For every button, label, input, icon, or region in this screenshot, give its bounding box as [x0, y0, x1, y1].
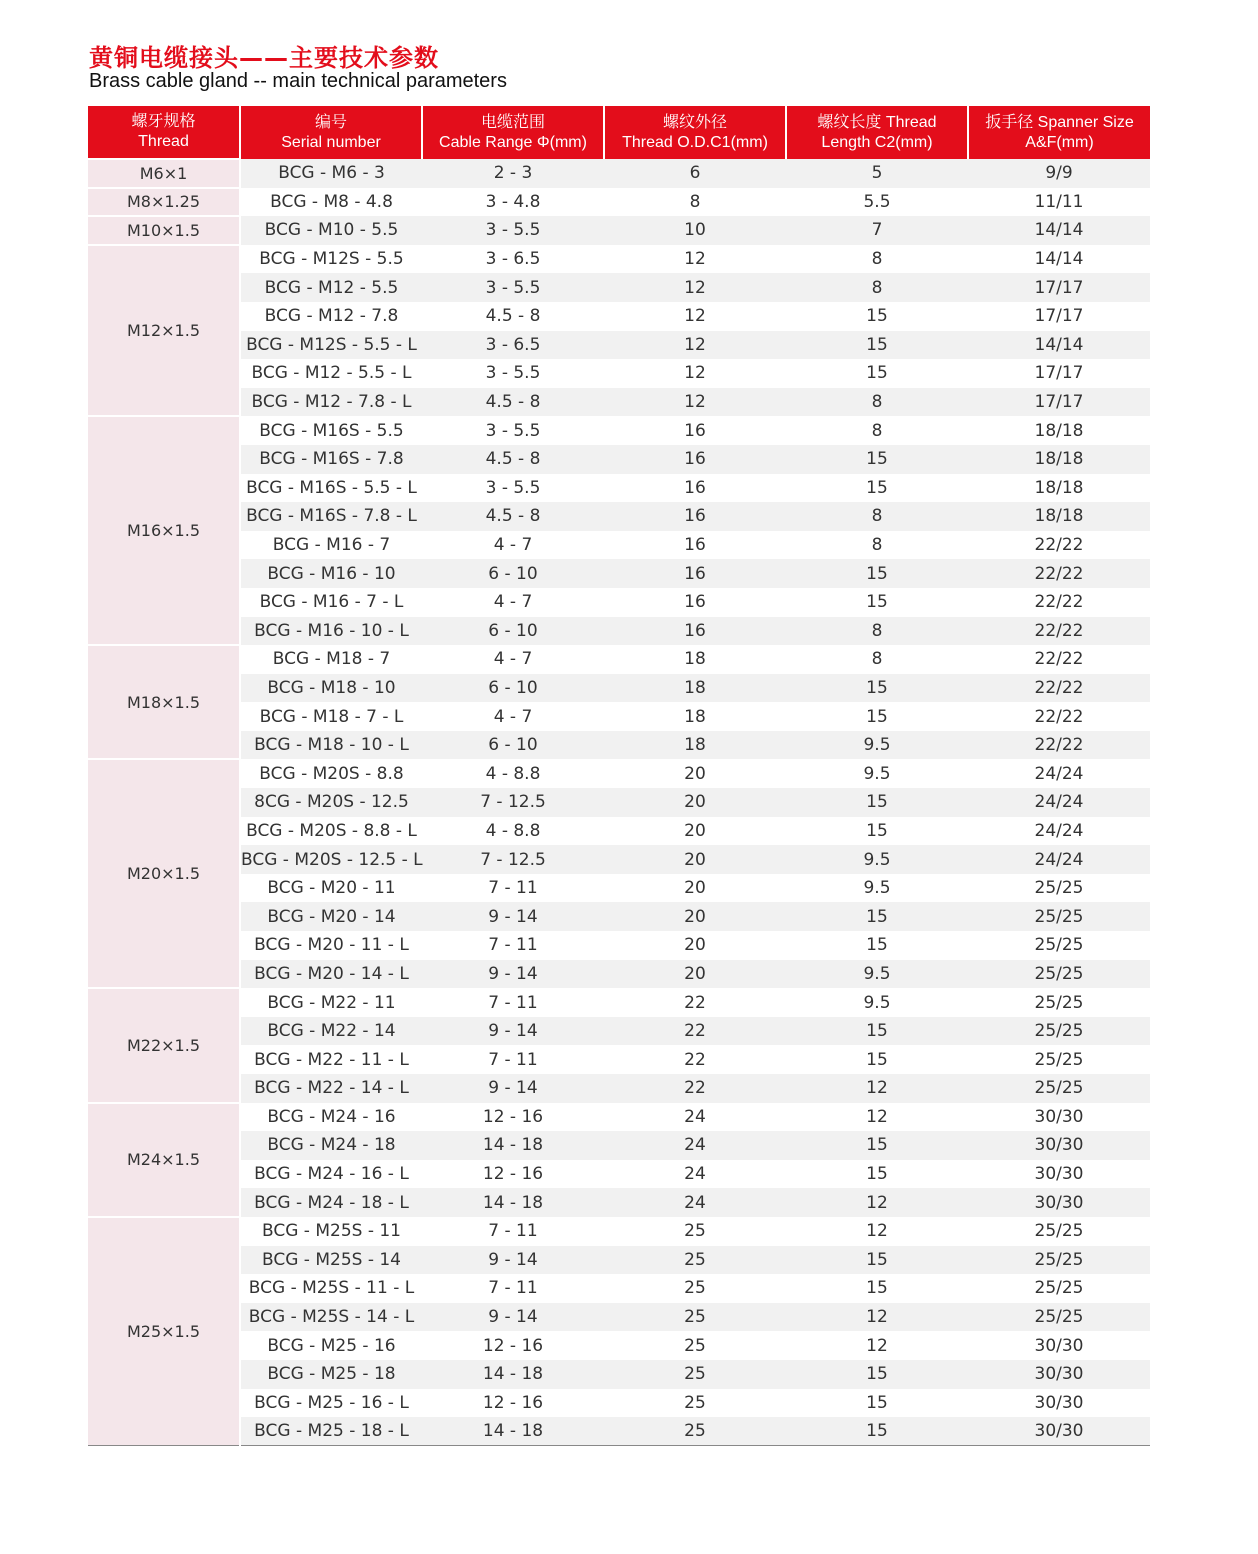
thread-od-cell: 18 [604, 674, 786, 703]
thread-length-cell: 15 [786, 1417, 968, 1446]
thread-od-cell: 6 [604, 159, 786, 188]
cable-range-cell: 4 - 8.8 [485, 763, 541, 784]
cable-range-cell: 4 - 8.8 [485, 820, 541, 841]
spanner-size-cell: 17/17 [1034, 363, 1084, 384]
header-serial-number: 编号 Serial number [240, 106, 422, 159]
table-row [88, 874, 1150, 903]
cable-range-cell: 3 - 5.5 [485, 477, 541, 498]
thread-od-cell: 12 [684, 249, 706, 270]
thread-od-cell: 24 [604, 1188, 786, 1217]
thread-length-cell: 15 [786, 788, 968, 817]
table-row [88, 273, 1150, 302]
cable-range-cell: 7 - 11 [488, 1221, 538, 1242]
header-thread-length: 螺纹长度 Thread Length C2(mm) [786, 106, 968, 159]
cable-range-cell: 3 - 6.5 [485, 249, 541, 270]
thread-od-cell: 20 [604, 902, 786, 931]
table-row [88, 702, 1150, 731]
thread-od-cell: 25 [604, 1303, 786, 1332]
table-row [88, 1160, 1150, 1189]
thread-od-cell: 22 [684, 992, 706, 1013]
table-row [88, 1074, 1150, 1103]
serial-number-cell: BCG - M16 - 7 [272, 535, 391, 556]
serial-number-cell: BCG - M16 - 7 - L [259, 592, 404, 613]
thread-length-cell: 12 [786, 1188, 968, 1217]
thread-cell: M20×1.5 [88, 759, 240, 988]
thread-od-cell: 16 [684, 535, 706, 556]
thread-length-cell: 15 [786, 902, 968, 931]
spanner-size-cell: 25/25 [968, 1303, 1150, 1332]
header-spanner-size: 扳手径 Spanner Size A&F(mm) [968, 106, 1150, 159]
cable-range-cell: 4 - 7 [493, 649, 533, 670]
table-row [88, 931, 1150, 960]
spanner-size-cell: 22/22 [1034, 535, 1084, 556]
cable-range-cell: 7 - 11 [488, 1049, 538, 1070]
spanner-size-cell: 14/14 [1034, 249, 1084, 270]
thread-length-cell: 8 [871, 249, 883, 270]
table-row [88, 531, 1150, 560]
thread-cell: M6×1 [88, 159, 240, 188]
spanner-size-cell: 25/25 [968, 1074, 1150, 1103]
thread-cell: M8×1.25 [88, 188, 240, 217]
spanner-size-cell: 18/18 [968, 502, 1150, 531]
thread-od-cell: 25 [684, 1221, 706, 1242]
thread-length-cell: 15 [866, 1049, 888, 1070]
serial-number-cell: BCG - M25 - 16 - L [254, 1392, 409, 1413]
thread-length-cell: 12 [866, 1106, 888, 1127]
thread-length-cell: 9.5 [786, 845, 968, 874]
table-row [88, 1017, 1150, 1046]
thread-length-cell: 12 [786, 1303, 968, 1332]
table-row [88, 1274, 1150, 1303]
spanner-size-cell: 22/22 [968, 617, 1150, 646]
thread-od-cell: 20 [684, 935, 706, 956]
table-row [88, 1045, 1150, 1074]
serial-number-cell: BCG - M25S - 11 - L [248, 1278, 415, 1299]
serial-number-cell: BCG - M16 - 10 [240, 559, 422, 588]
cable-range-cell: 3 - 5.5 [422, 216, 604, 245]
serial-number-cell: BCG - M16S - 7.8 [240, 445, 422, 474]
thread-length-cell: 5 [786, 159, 968, 188]
thread-length-cell: 15 [866, 306, 888, 327]
table-row [88, 245, 1150, 274]
thread-od-cell: 25 [684, 1335, 706, 1356]
thread-od-cell: 22 [684, 1049, 706, 1070]
serial-number-cell: BCG - M16S - 5.5 [259, 420, 404, 441]
table-row [88, 674, 1150, 703]
thread-length-cell: 12 [866, 1221, 888, 1242]
cable-range-cell: 3 - 4.8 [485, 191, 541, 212]
table-row [88, 388, 1150, 417]
thread-od-cell: 25 [604, 1417, 786, 1446]
technical-parameters-table [88, 106, 1150, 1446]
serial-number-cell: BCG - M12 - 7.8 - L [240, 388, 422, 417]
thread-length-cell: 15 [786, 331, 968, 360]
thread-length-cell: 8 [786, 273, 968, 302]
thread-od-cell: 16 [604, 559, 786, 588]
serial-number-cell: BCG - M22 - 11 [267, 992, 396, 1013]
table-row [88, 359, 1150, 388]
thread-od-cell: 8 [689, 191, 701, 212]
table-row [88, 1217, 1150, 1246]
serial-number-cell: BCG - M10 - 5.5 [240, 216, 422, 245]
thread-length-cell: 15 [866, 935, 888, 956]
table-row [88, 845, 1150, 874]
thread-length-cell: 15 [786, 1131, 968, 1160]
cable-range-cell: 3 - 6.5 [422, 331, 604, 360]
spanner-size-cell: 25/25 [968, 1246, 1150, 1275]
thread-od-cell: 24 [604, 1131, 786, 1160]
thread-length-cell: 9.5 [863, 992, 891, 1013]
cable-range-cell: 3 - 5.5 [485, 420, 541, 441]
cable-range-cell: 4.5 - 8 [485, 306, 541, 327]
thread-length-cell: 15 [866, 820, 888, 841]
spanner-size-cell: 24/24 [968, 788, 1150, 817]
serial-number-cell: BCG - M12 - 5.5 - L [251, 363, 412, 384]
table-row [88, 1360, 1150, 1389]
spanner-size-cell: 25/25 [1034, 878, 1084, 899]
thread-od-cell: 12 [684, 306, 706, 327]
cable-range-cell: 7 - 11 [488, 935, 538, 956]
thread-length-cell: 15 [786, 674, 968, 703]
serial-number-cell: BCG - M25S - 14 - L [240, 1303, 422, 1332]
serial-number-cell: BCG - M12 - 5.5 [240, 273, 422, 302]
spanner-size-cell: 22/22 [968, 674, 1150, 703]
cable-range-cell: 4 - 7 [493, 535, 533, 556]
thread-od-cell: 16 [604, 617, 786, 646]
thread-od-cell: 12 [604, 273, 786, 302]
thread-length-cell: 15 [866, 1392, 888, 1413]
spanner-size-cell: 24/24 [968, 845, 1150, 874]
thread-od-cell: 25 [604, 1246, 786, 1275]
serial-number-cell: BCG - M25 - 18 - L [240, 1417, 422, 1446]
thread-length-cell: 12 [866, 1335, 888, 1356]
serial-number-cell: BCG - M18 - 10 [240, 674, 422, 703]
cable-range-cell: 12 - 16 [482, 1335, 544, 1356]
cable-range-cell: 6 - 10 [422, 674, 604, 703]
serial-number-cell: BCG - M12S - 5.5 [259, 249, 404, 270]
spanner-size-cell: 11/11 [1034, 191, 1084, 212]
thread-length-cell: 8 [786, 502, 968, 531]
thread-length-cell: 15 [786, 559, 968, 588]
table-row [88, 588, 1150, 617]
serial-number-cell: BCG - M20 - 11 [267, 878, 396, 899]
table-row [88, 1303, 1150, 1332]
spanner-size-cell: 30/30 [1034, 1335, 1084, 1356]
table-row [88, 731, 1150, 760]
thread-cell: M10×1.5 [88, 216, 240, 245]
thread-od-cell: 16 [684, 592, 706, 613]
spanner-size-cell: 9/9 [968, 159, 1150, 188]
table-row [88, 416, 1150, 445]
thread-length-cell: 8 [786, 617, 968, 646]
serial-number-cell: BCG - M24 - 16 - L [254, 1164, 409, 1185]
cable-range-cell: 4 - 7 [493, 592, 533, 613]
spanner-size-cell: 25/25 [1034, 1049, 1084, 1070]
cable-range-cell: 4.5 - 8 [422, 445, 604, 474]
thread-od-cell: 10 [604, 216, 786, 245]
serial-number-cell: BCG - M12 - 7.8 [264, 306, 399, 327]
cable-range-cell: 9 - 14 [422, 1303, 604, 1332]
thread-length-cell: 12 [786, 1074, 968, 1103]
thread-length-cell: 15 [866, 592, 888, 613]
cable-range-cell: 7 - 12.5 [422, 788, 604, 817]
cable-range-cell: 9 - 14 [422, 1074, 604, 1103]
spanner-size-cell: 30/30 [968, 1131, 1150, 1160]
thread-length-cell: 9.5 [863, 878, 891, 899]
cable-range-cell: 3 - 5.5 [422, 273, 604, 302]
page-title-english: Brass cable gland -- main technical parameters [89, 70, 507, 92]
header-thread: 螺牙规格 Thread [88, 106, 240, 159]
header-cable-range: 电缆范围 Cable Range Φ(mm) [422, 106, 604, 159]
serial-number-cell: BCG - M6 - 3 [240, 159, 422, 188]
thread-cell: M18×1.5 [88, 645, 240, 759]
thread-od-cell: 20 [604, 960, 786, 989]
thread-od-cell: 20 [684, 820, 706, 841]
thread-od-cell: 20 [684, 763, 706, 784]
cable-range-cell: 7 - 11 [488, 992, 538, 1013]
spanner-size-cell: 17/17 [968, 388, 1150, 417]
spanner-size-cell: 30/30 [1034, 1106, 1084, 1127]
table-row [88, 302, 1150, 331]
cable-range-cell: 14 - 18 [422, 1131, 604, 1160]
serial-number-cell: BCG - M20S - 12.5 - L [240, 845, 422, 874]
cable-range-cell: 6 - 10 [422, 559, 604, 588]
cable-range-cell: 12 - 16 [482, 1106, 544, 1127]
spanner-size-cell: 30/30 [1034, 1164, 1084, 1185]
spanner-size-cell: 25/25 [1034, 1278, 1084, 1299]
table-row [88, 188, 1150, 217]
table-row [88, 502, 1150, 531]
table-row [88, 617, 1150, 646]
spanner-size-cell: 25/25 [1034, 1221, 1084, 1242]
thread-od-cell: 25 [684, 1278, 706, 1299]
thread-od-cell: 25 [604, 1360, 786, 1389]
thread-length-cell: 15 [866, 477, 888, 498]
spanner-size-cell: 30/30 [968, 1417, 1150, 1446]
thread-length-cell: 15 [786, 1360, 968, 1389]
table-row [88, 159, 1150, 188]
table-row [88, 988, 1150, 1017]
spanner-size-cell: 25/25 [968, 902, 1150, 931]
table-row [88, 1389, 1150, 1418]
table-row [88, 645, 1150, 674]
thread-length-cell: 7 [786, 216, 968, 245]
thread-cell: M25×1.5 [88, 1217, 240, 1446]
thread-od-cell: 20 [604, 788, 786, 817]
thread-od-cell: 12 [604, 388, 786, 417]
spanner-size-cell: 30/30 [968, 1188, 1150, 1217]
serial-number-cell: BCG - M18 - 7 - L [259, 706, 404, 727]
thread-length-cell: 9.5 [786, 731, 968, 760]
thread-cell: M16×1.5 [88, 416, 240, 645]
serial-number-cell: BCG - M16S - 5.5 - L [246, 477, 417, 498]
serial-number-cell: BCG - M18 - 7 [272, 649, 391, 670]
serial-number-cell: BCG - M22 - 14 - L [240, 1074, 422, 1103]
thread-length-cell: 15 [786, 1246, 968, 1275]
spanner-size-cell: 18/18 [1034, 420, 1084, 441]
thread-length-cell: 15 [866, 706, 888, 727]
thread-length-cell: 15 [786, 1017, 968, 1046]
table-row [88, 960, 1150, 989]
cable-range-cell: 7 - 11 [488, 878, 538, 899]
thread-od-cell: 20 [604, 845, 786, 874]
spanner-size-cell: 25/25 [968, 960, 1150, 989]
cable-range-cell: 9 - 14 [422, 1017, 604, 1046]
spanner-size-cell: 30/30 [968, 1360, 1150, 1389]
table-row [88, 902, 1150, 931]
spanner-size-cell: 22/22 [968, 731, 1150, 760]
table-row [88, 1331, 1150, 1360]
thread-od-cell: 16 [604, 502, 786, 531]
spanner-size-cell: 22/22 [1034, 706, 1084, 727]
cable-range-cell: 14 - 18 [422, 1188, 604, 1217]
spanner-size-cell: 30/30 [1034, 1392, 1084, 1413]
thread-length-cell: 15 [786, 445, 968, 474]
thread-od-cell: 20 [684, 878, 706, 899]
serial-number-cell: BCG - M20 - 14 - L [240, 960, 422, 989]
table-body [88, 159, 1150, 1446]
thread-length-cell: 8 [871, 649, 883, 670]
thread-od-cell: 12 [604, 331, 786, 360]
thread-od-cell: 22 [604, 1074, 786, 1103]
thread-cell: M22×1.5 [88, 988, 240, 1102]
cable-range-cell: 2 - 3 [422, 159, 604, 188]
thread-length-cell: 8 [786, 388, 968, 417]
table-row [88, 331, 1150, 360]
thread-cell: M24×1.5 [88, 1103, 240, 1217]
spanner-size-cell: 18/18 [968, 445, 1150, 474]
thread-length-cell: 15 [866, 1278, 888, 1299]
thread-od-cell: 25 [684, 1392, 706, 1413]
serial-number-cell: BCG - M22 - 14 [240, 1017, 422, 1046]
cable-range-cell: 7 - 11 [488, 1278, 538, 1299]
spanner-size-cell: 14/14 [968, 216, 1150, 245]
thread-od-cell: 18 [604, 731, 786, 760]
serial-number-cell: BCG - M24 - 16 [267, 1106, 396, 1127]
table-row [88, 817, 1150, 846]
cable-range-cell: 7 - 12.5 [422, 845, 604, 874]
serial-number-cell: BCG - M18 - 10 - L [240, 731, 422, 760]
thread-od-cell: 18 [684, 706, 706, 727]
thread-length-cell: 8 [871, 535, 883, 556]
serial-number-cell: BCG - M12S - 5.5 - L [240, 331, 422, 360]
serial-number-cell: BCG - M22 - 11 - L [254, 1049, 409, 1070]
header-thread-od: 螺纹外径 Thread O.D.C1(mm) [604, 106, 786, 159]
serial-number-cell: BCG - M20 - 14 [240, 902, 422, 931]
serial-number-cell: BCG - M20S - 8.8 [259, 763, 404, 784]
spanner-size-cell: 18/18 [1034, 477, 1084, 498]
serial-number-cell: BCG - M24 - 18 - L [240, 1188, 422, 1217]
table-header-row [88, 106, 1150, 159]
thread-length-cell: 5.5 [863, 191, 891, 212]
thread-cell: M12×1.5 [88, 245, 240, 417]
thread-od-cell: 18 [684, 649, 706, 670]
thread-od-cell: 24 [684, 1106, 706, 1127]
serial-number-cell: BCG - M25 - 18 [240, 1360, 422, 1389]
spanner-size-cell: 22/22 [1034, 592, 1084, 613]
table-row [88, 216, 1150, 245]
thread-length-cell: 8 [871, 420, 883, 441]
table-row [88, 759, 1150, 788]
thread-od-cell: 22 [604, 1017, 786, 1046]
serial-number-cell: BCG - M20 - 11 - L [254, 935, 409, 956]
cable-range-cell: 4.5 - 8 [422, 388, 604, 417]
table-row [88, 788, 1150, 817]
table-row [88, 1417, 1150, 1446]
thread-od-cell: 24 [684, 1164, 706, 1185]
cable-range-cell: 6 - 10 [422, 617, 604, 646]
spanner-size-cell: 25/25 [1034, 992, 1084, 1013]
spanner-size-cell: 24/24 [1034, 820, 1084, 841]
thread-length-cell: 15 [866, 363, 888, 384]
thread-length-cell: 9.5 [786, 960, 968, 989]
cable-range-cell: 9 - 14 [422, 902, 604, 931]
spanner-size-cell: 25/25 [968, 1017, 1150, 1046]
cable-range-cell: 3 - 5.5 [485, 363, 541, 384]
cable-range-cell: 9 - 14 [422, 960, 604, 989]
table-row [88, 1246, 1150, 1275]
cable-range-cell: 12 - 16 [482, 1164, 544, 1185]
table-row [88, 1103, 1150, 1132]
table-row [88, 1188, 1150, 1217]
cable-range-cell: 4 - 7 [493, 706, 533, 727]
serial-number-cell: 8CG - M20S - 12.5 [240, 788, 422, 817]
serial-number-cell: BCG - M25S - 14 [240, 1246, 422, 1275]
spanner-size-cell: 17/17 [968, 273, 1150, 302]
thread-od-cell: 16 [604, 445, 786, 474]
spanner-size-cell: 22/22 [968, 559, 1150, 588]
spanner-size-cell: 22/22 [1034, 649, 1084, 670]
spanner-size-cell: 17/17 [1034, 306, 1084, 327]
thread-od-cell: 16 [684, 420, 706, 441]
serial-number-cell: BCG - M20S - 8.8 - L [246, 820, 417, 841]
cable-range-cell: 6 - 10 [422, 731, 604, 760]
spanner-size-cell: 14/14 [968, 331, 1150, 360]
thread-od-cell: 12 [684, 363, 706, 384]
cable-range-cell: 4.5 - 8 [422, 502, 604, 531]
cable-range-cell: 14 - 18 [422, 1360, 604, 1389]
serial-number-cell: BCG - M8 - 4.8 [270, 191, 393, 212]
serial-number-cell: BCG - M16S - 7.8 - L [240, 502, 422, 531]
thread-od-cell: 16 [684, 477, 706, 498]
spanner-size-cell: 25/25 [1034, 935, 1084, 956]
thread-length-cell: 15 [866, 1164, 888, 1185]
serial-number-cell: BCG - M25 - 16 [267, 1335, 396, 1356]
cable-range-cell: 14 - 18 [422, 1417, 604, 1446]
serial-number-cell: BCG - M16 - 10 - L [240, 617, 422, 646]
table-row [88, 1131, 1150, 1160]
table-row [88, 474, 1150, 503]
thread-length-cell: 9.5 [863, 763, 891, 784]
serial-number-cell: BCG - M24 - 18 [240, 1131, 422, 1160]
serial-number-cell: BCG - M25S - 11 [261, 1221, 401, 1242]
cable-range-cell: 9 - 14 [422, 1246, 604, 1275]
table-row [88, 445, 1150, 474]
table-row [88, 559, 1150, 588]
cable-range-cell: 12 - 16 [482, 1392, 544, 1413]
page-title-chinese: 黄铜电缆接头——主要技术参数 [89, 44, 439, 72]
spanner-size-cell: 24/24 [1034, 763, 1084, 784]
